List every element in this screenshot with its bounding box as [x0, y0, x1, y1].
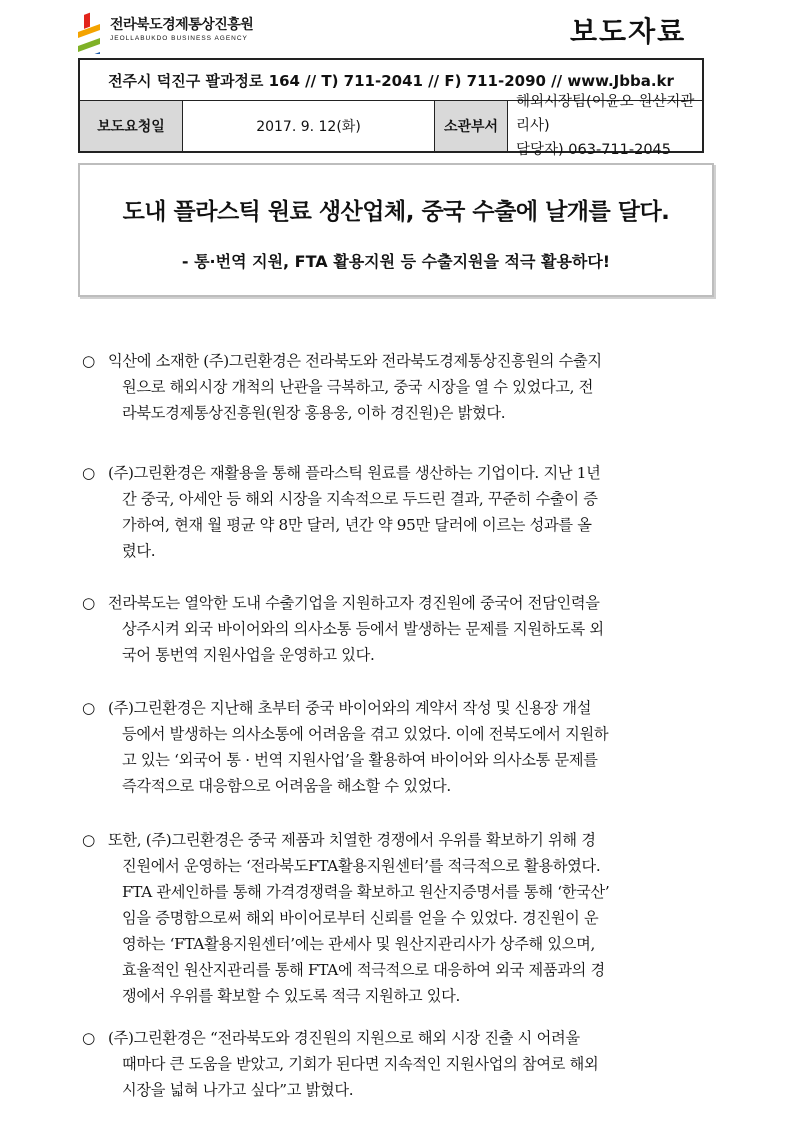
- paragraph-line: 효율적인 원산지관리를 통해 FTA에 적극적으로 대응하여 외국 제품과의 경: [122, 961, 605, 979]
- paragraph-line: 익산에 소재한 (주)그린환경은 전라북도와 전라북도경제통상진흥원의 수출지: [108, 352, 602, 370]
- paragraph-line: 즉각적으로 대응함으로 어려움을 해소할 수 있었다.: [122, 777, 451, 795]
- paragraph-text: [108, 590, 718, 668]
- paragraph-line: (주)그린환경은 재활용을 통해 플라스틱 원료를 생산하는 기업이다. 지난 1년: [108, 464, 601, 482]
- request-date: 2017. 9. 12(화): [183, 101, 435, 151]
- paragraph-line: 국어 통번역 지원사업을 운영하고 있다.: [122, 646, 375, 664]
- paragraph-line: 또한, (주)그린환경은 중국 제품과 치열한 경쟁에서 우위를 확보하기 위해 경: [108, 831, 596, 849]
- paragraph: [82, 460, 718, 564]
- headline-subtitle: - 통·번역 지원, FTA 활용지원 등 수출지원을 적극 활용하다!: [181, 252, 611, 271]
- info-row: [80, 94, 702, 158]
- paragraph-line: 때마다 큰 도움을 받았고, 기회가 된다면 지속적인 지원사업의 참여로 해외: [122, 1055, 599, 1073]
- dept-label: 소관부서: [435, 101, 508, 151]
- paragraph-line: 시장을 넓혀 나가고 싶다”고 밝혔다.: [122, 1081, 354, 1099]
- paragraph: [82, 1025, 718, 1103]
- paragraph: [82, 348, 718, 426]
- headline-box: [78, 163, 714, 297]
- dept-cell: [508, 94, 702, 158]
- paragraph-line: 렸다.: [122, 542, 156, 560]
- paragraph-line: 가하여, 현재 월 평균 약 8만 달러, 년간 약 95만 달러에 이르는 성과를 올: [122, 516, 592, 534]
- paragraph-text: [108, 460, 718, 564]
- bullet-icon: ○: [82, 352, 95, 370]
- dept-name: 해외시장팀(이윤오 원산지관리사): [516, 94, 695, 134]
- paragraph: [82, 590, 718, 668]
- paragraph-text: [108, 695, 718, 799]
- paragraph-line: 영하는 ‘FTA활용지원센터’에는 관세사 및 원산지관리사가 상주해 있으며,: [122, 935, 596, 953]
- org-name-en: JEOLLABUKDO BUSINESS AGENCY: [110, 35, 248, 42]
- paragraph-text: [108, 1025, 718, 1103]
- paragraph-line: 고 있는 ‘외국어 통 · 번역 지원사업’을 활용하여 바이어와 의사소통 문제를: [122, 751, 598, 769]
- paragraph-line: 상주시켜 외국 바이어와의 의사소통 등에서 발생하는 문제를 지원하도록 외: [122, 620, 604, 638]
- bullet-icon: ○: [82, 464, 95, 482]
- document-type: 보도자료: [570, 15, 687, 48]
- paragraph-line: 라북도경제통상진흥원(원장 홍용웅, 이하 경진원)은 밝혔다.: [122, 404, 506, 422]
- headline-title: 도내 플라스틱 원료 생산업체, 중국 수출에 날개를 달다.: [122, 199, 670, 225]
- org-name: 전라북도경제통상진흥원: [110, 17, 254, 33]
- org-logo-icon: [78, 10, 106, 54]
- bullet-icon: ○: [82, 831, 95, 849]
- paragraph-text: [108, 348, 718, 426]
- paragraph-line: 임을 증명함으로써 해외 바이어로부터 신뢰를 얻을 수 있었다. 경진원이 운: [122, 909, 599, 927]
- paragraph-line: FTA 관세인하를 통해 가격경쟁력을 확보하고 원산지증명서를 통해 ‘한국산’: [122, 883, 610, 901]
- paragraph-line: 원으로 해외시장 개척의 난관을 극복하고, 중국 시장을 열 수 있었다고, 전: [122, 378, 594, 396]
- paragraph-line: (주)그린환경은 지난해 초부터 중국 바이어와의 계약서 작성 및 신용장 개설: [108, 699, 592, 717]
- paragraph-text: [108, 827, 718, 1009]
- request-date-label: 보도요청일: [80, 101, 183, 151]
- bullet-icon: ○: [82, 699, 95, 717]
- paragraph-line: (주)그린환경은 “전라북도와 경진원의 지원으로 해외 시장 진출 시 어려울: [108, 1029, 580, 1047]
- paragraph: [82, 827, 718, 1009]
- press-info-table: [78, 58, 704, 158]
- bullet-icon: ○: [82, 594, 95, 612]
- paragraph: [82, 695, 718, 799]
- paragraph-line: 진원에서 운영하는 ‘전라북도FTA활용지원센터’를 적극적으로 활용하였다.: [122, 857, 601, 875]
- contact-person: 담당자) 063-711-2045: [516, 142, 672, 158]
- paragraph-line: 전라북도는 열악한 도내 수출기업을 지원하고자 경진원에 중국어 전담인력을: [108, 594, 600, 612]
- paragraph-line: 등에서 발생하는 의사소통에 어려움을 겪고 있었다. 이에 전북도에서 지원하: [122, 725, 609, 743]
- paragraph-line: 쟁에서 우위를 확보할 수 있도록 적극 지원하고 있다.: [122, 987, 461, 1005]
- paragraph-line: 간 중국, 아세안 등 해외 시장을 지속적으로 두드린 결과, 꾸준히 수출이 증: [122, 490, 598, 508]
- bullet-icon: ○: [82, 1029, 95, 1047]
- org-logo: [78, 10, 278, 54]
- contact-line: 전주시 덕진구 팔과정로 164 // T) 711-2041 // F) 711-2090 // www.Jbba.kr: [80, 60, 702, 101]
